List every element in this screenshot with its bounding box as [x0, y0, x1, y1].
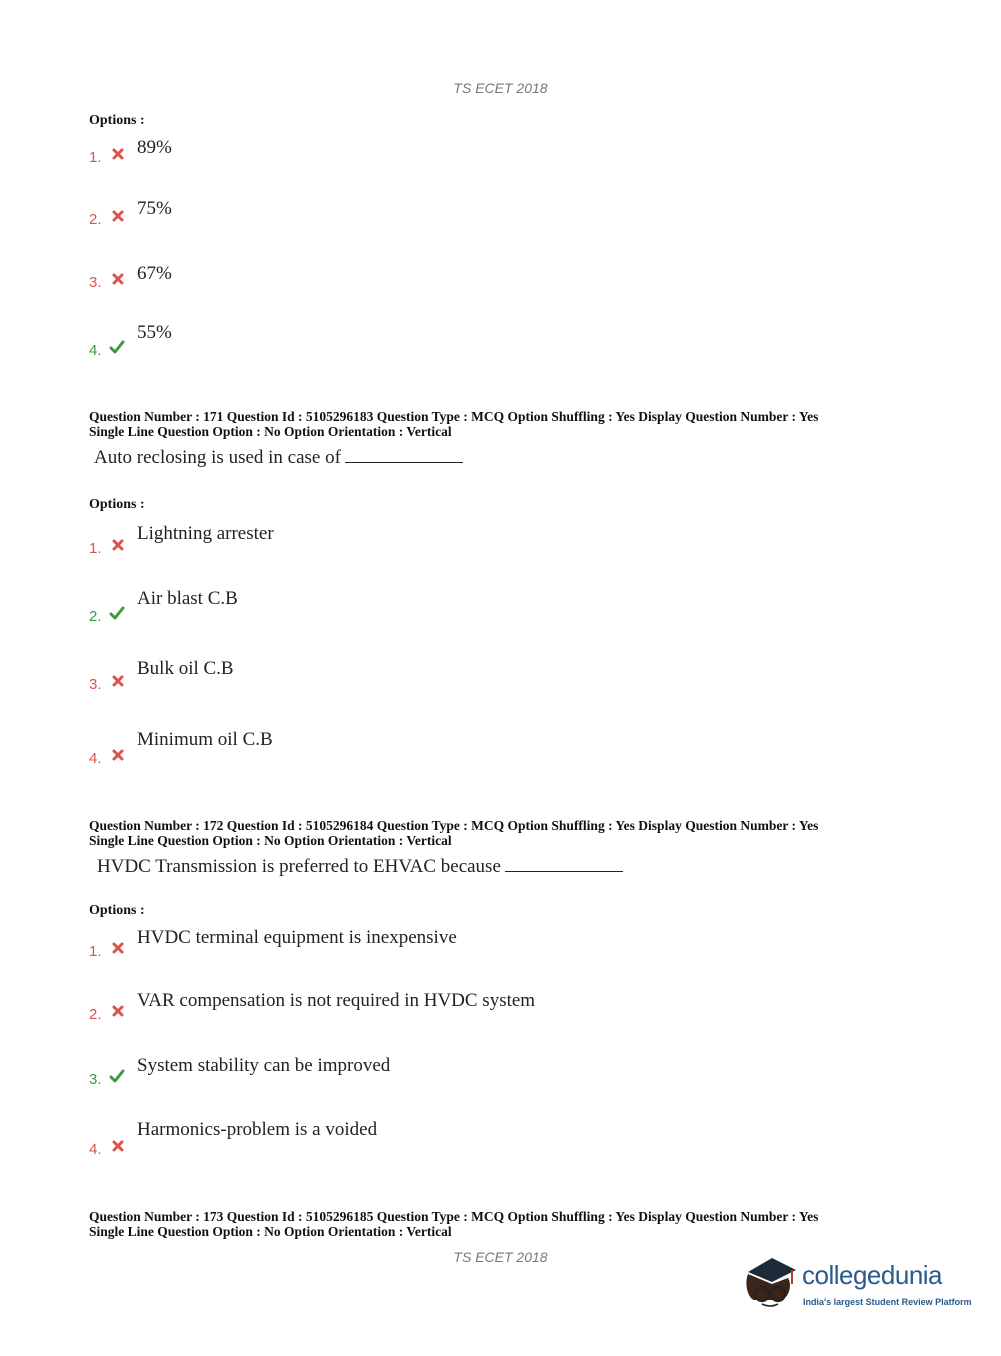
brand-name: collegedunia — [802, 1260, 943, 1290]
question-text: HVDC Transmission is preferred to EHVAC because — [97, 856, 623, 878]
cross-icon — [110, 271, 126, 287]
cross-icon — [110, 673, 126, 689]
question-meta — [89, 409, 909, 439]
question-text: Auto reclosing is used in case of — [94, 447, 463, 469]
option-text: HVDC terminal equipment is inexpensive — [137, 927, 457, 948]
question-meta-line: Question Number : 172 Question Id : 5105296184 Question Type : MCQ Option Shuffling : Yes Display Question Number : Yes — [89, 818, 819, 833]
question-meta — [89, 818, 909, 848]
option-number: 1. — [89, 943, 102, 960]
option-number: 2. — [89, 211, 102, 228]
cross-icon — [110, 146, 126, 162]
cross-icon — [110, 208, 126, 224]
option-text: Harmonics-problem is a voided — [137, 1119, 378, 1140]
option-number: 4. — [89, 750, 102, 767]
options-label: Options : — [89, 903, 145, 918]
option-number: 4. — [89, 342, 102, 359]
option-text: Bulk oil C.B — [137, 658, 234, 679]
page-footer: TS ECET 2018 — [453, 1249, 548, 1265]
option-text: System stability can be improved — [137, 1055, 391, 1076]
option-number: 3. — [89, 1071, 102, 1088]
question-meta-line: Single Line Question Option : No Option Orientation : Vertical — [89, 424, 452, 439]
question-meta-line: Question Number : 173 Question Id : 5105296185 Question Type : MCQ Option Shuffling : Yes Display Question Number : Yes — [89, 1209, 819, 1224]
option-number: 3. — [89, 676, 102, 693]
question-meta-line: Question Number : 171 Question Id : 5105296183 Question Type : MCQ Option Shuffling : Yes Display Question Number : Yes — [89, 409, 819, 424]
option-text: Lightning arrester — [137, 523, 274, 544]
options-label: Options : — [89, 113, 145, 128]
check-icon — [109, 1068, 125, 1084]
answer-blank — [345, 462, 463, 463]
check-icon — [109, 339, 125, 355]
option-text: VAR compensation is not required in HVDC system — [137, 990, 536, 1011]
answer-blank — [505, 871, 623, 872]
option-number: 1. — [89, 540, 102, 557]
cross-icon — [110, 940, 126, 956]
cross-icon — [110, 1138, 126, 1154]
page-header: TS ECET 2018 — [453, 80, 548, 96]
brand-logo — [742, 1250, 972, 1320]
cross-icon — [110, 537, 126, 553]
option-number: 1. — [89, 149, 102, 166]
question-meta-line: Single Line Question Option : No Option Orientation : Vertical — [89, 1224, 452, 1239]
option-number: 2. — [89, 608, 102, 625]
cross-icon — [110, 1003, 126, 1019]
option-text: Air blast C.B — [137, 588, 238, 609]
question-meta — [89, 1209, 909, 1239]
brand-tagline: India's largest Student Review Platform — [803, 1297, 972, 1307]
question-meta-line: Single Line Question Option : No Option Orientation : Vertical — [89, 833, 452, 848]
options-label: Options : — [89, 497, 145, 512]
mascot-icon — [742, 1250, 800, 1316]
option-number: 4. — [89, 1141, 102, 1158]
check-icon — [109, 605, 125, 621]
option-number: 3. — [89, 274, 102, 291]
option-text: Minimum oil C.B — [137, 729, 273, 750]
option-text: 55% — [137, 322, 172, 343]
cross-icon — [110, 747, 126, 763]
option-text: 89% — [137, 137, 172, 158]
option-number: 2. — [89, 1006, 102, 1023]
option-text: 67% — [137, 263, 172, 284]
option-text: 75% — [137, 198, 172, 219]
